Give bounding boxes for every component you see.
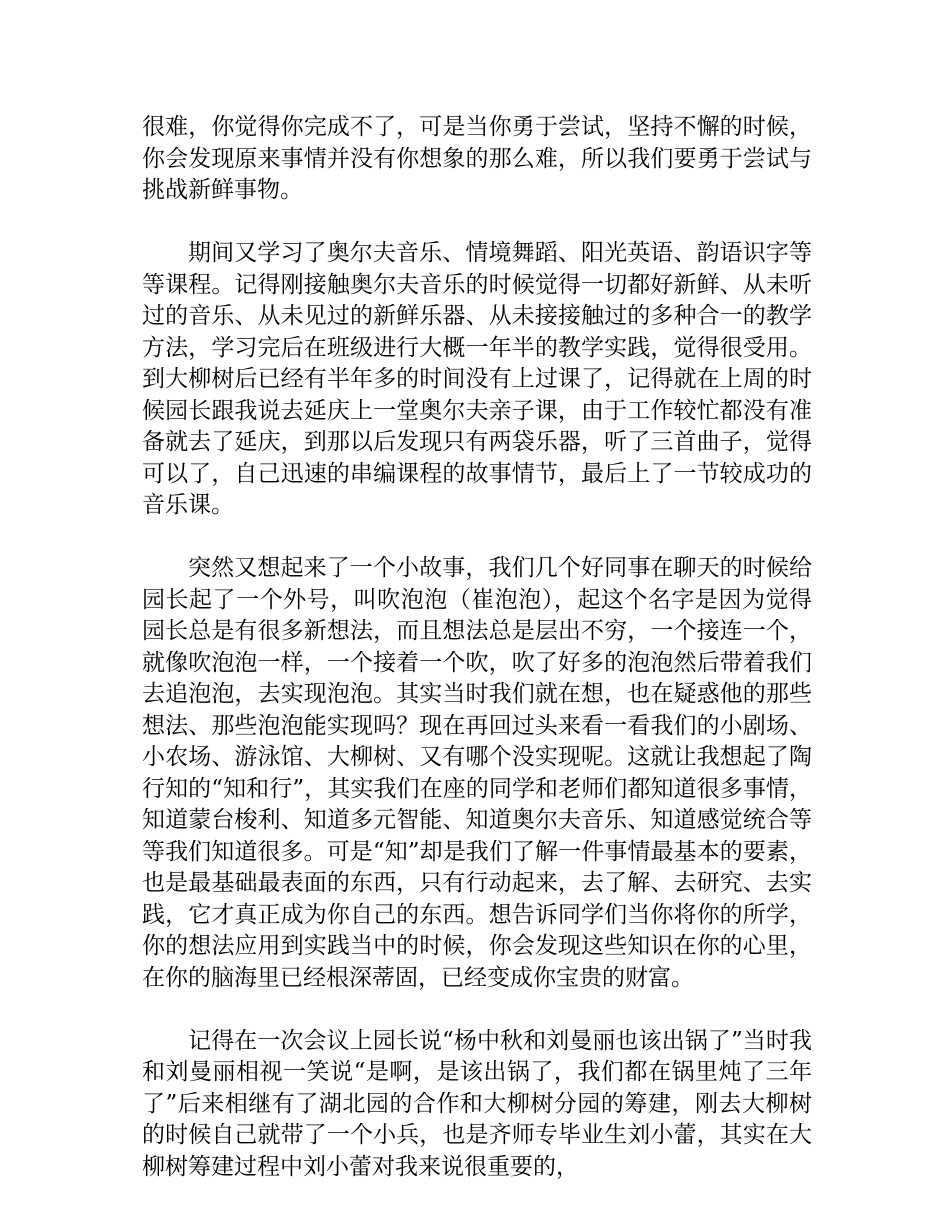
document-body [142, 112, 812, 1183]
paragraph-meeting-memory: 记得在一次会议上园长说“杨中秋和刘曼丽也该出锅了”当时我和刘曼丽相视一笑说“是啊，是该出锅了，我们都在锅里炖了三年了”后来相继有了湖北园的合作和大柳树分园的筹建，刚去大柳树的时候自己就带了一个小兵，也是齐师专毕业生刘小蕾，其实在大柳树筹建过程中刘小蕾对我来说很重要的， [142, 1027, 812, 1180]
paragraph-orff-music: 期间又学习了奥尔夫音乐、情境舞蹈、阳光英语、韵语识字等等课程。记得刚接触奥尔夫音乐的时候觉得一切都好新鲜、从未听过的音乐、从未见过的新鲜乐器、从未接接触过的多种合一的教学方法，学习完后在班级进行大概一年半的教学实践，觉得很受用。到大柳树后已经有半年多的时间没有上过课了，记得就在上周的时候园长跟我说去延庆上一堂奥尔夫亲子课，由于工作较忙都没有准备就去了延庆，到那以后发现只有两袋乐器，听了三首曲子，觉得可以了，自己迅速的串编课程的故事情节，最后上了一节较成功的音乐课。 [142, 240, 812, 518]
paragraph-continuation: 很难，你觉得你完成不了，可是当你勇于尝试，坚持不懈的时候，你会发现原来事情并没有你想象的那么难，所以我们要勇于尝试与挑战新鲜事物。 [142, 114, 812, 203]
paragraph-bubble-story: 突然又想起来了一个小故事，我们几个好同事在聊天的时候给园长起了一个外号，叫吹泡泡（崔泡泡），起这个名字是因为觉得园长总是有很多新想法，而且想法总是层出不穷，一个接连一个，就像吹泡泡一样，一个接着一个吹，吹了好多的泡泡然后带着我们去追泡泡，去实现泡泡。其实当时我们就在想，也在疑惑他的那些想法、那些泡泡能实现吗？现在再回过头来看一看我们的小剧场、小农场、游泳馆、大柳树、又有哪个没实现呢。这就让我想起了陶行知的“知和行”，其实我们在座的同学和老师们都知道很多事情，知道蒙台梭利、知道多元智能、知道奥尔夫音乐、知道感觉统合等等我们知道很多。可是“知”却是我们了解一件事情最基本的要素，也是最基础最表面的东西，只有行动起来，去了解、去研究、去实践，它才真正成为你自己的东西。想告诉同学们当你将你的所学，你的想法应用到实践当中的时候，你会发现这些知识在你的心里，在你的脑海里已经根深蒂固，已经变成你宝贵的财富。 [142, 555, 812, 991]
